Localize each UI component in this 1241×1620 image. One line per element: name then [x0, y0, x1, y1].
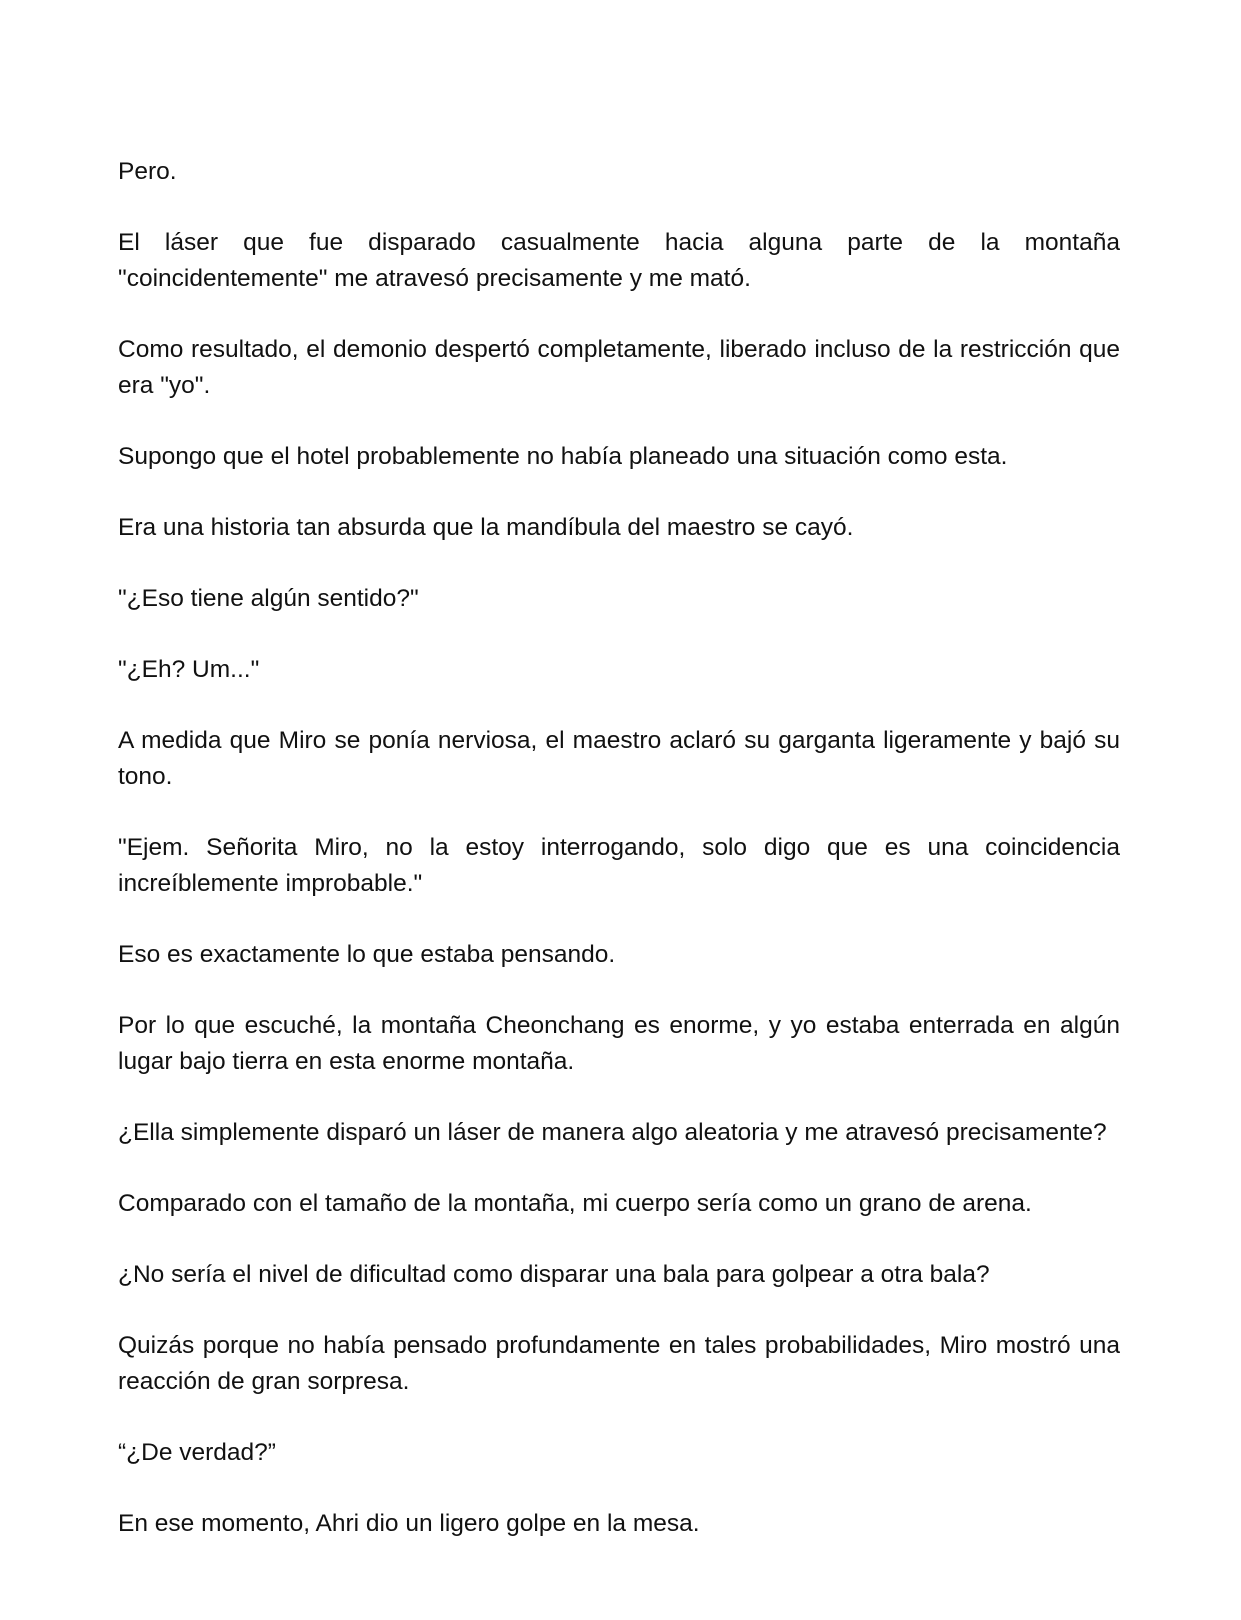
paragraph: Por lo que escuché, la montaña Cheonchang es enorme, y yo estaba enterrada en algún lugar bajo tierra en esta enorme montaña. [118, 1012, 1120, 1075]
paragraph: A medida que Miro se ponía nerviosa, el maestro aclaró su garganta ligeramente y bajó su tono. [118, 727, 1120, 790]
paragraph: Eso es exactamente lo que estaba pensando. [118, 941, 616, 968]
paragraph: Quizás porque no había pensado profundamente en tales probabilidades, Miro mostró una reacción de gran sorpresa. [118, 1332, 1120, 1395]
paragraph: ¿No sería el nivel de dificultad como disparar una bala para golpear a otra bala? [118, 1261, 990, 1288]
paragraph: Comparado con el tamaño de la montaña, mi cuerpo sería como un grano de arena. [118, 1190, 1032, 1217]
paragraph: “¿De verdad?” [118, 1439, 276, 1466]
paragraph: ¿Ella simplemente disparó un láser de manera algo aleatoria y me atravesó precisamente? [118, 1119, 1107, 1146]
paragraph: En ese momento, Ahri dio un ligero golpe en la mesa. [118, 1510, 700, 1537]
paragraph: Supongo que el hotel probablemente no había planeado una situación como esta. [118, 443, 1008, 470]
paragraph: "Ejem. Señorita Miro, no la estoy interrogando, solo digo que es una coincidencia increíblemente improbable." [118, 834, 1120, 897]
paragraph: Pero. [118, 158, 177, 185]
paragraph: Como resultado, el demonio despertó completamente, liberado incluso de la restricción que era "yo". [118, 336, 1120, 399]
paragraph: "¿Eh? Um..." [118, 656, 260, 683]
paragraph: "¿Eso tiene algún sentido?" [118, 585, 419, 612]
document-body [118, 154, 1120, 1577]
paragraph: Era una historia tan absurda que la mandíbula del maestro se cayó. [118, 514, 854, 541]
paragraph: El láser que fue disparado casualmente hacia alguna parte de la montaña "coincidentemente" me atravesó precisamente y me mató. [118, 229, 1120, 292]
